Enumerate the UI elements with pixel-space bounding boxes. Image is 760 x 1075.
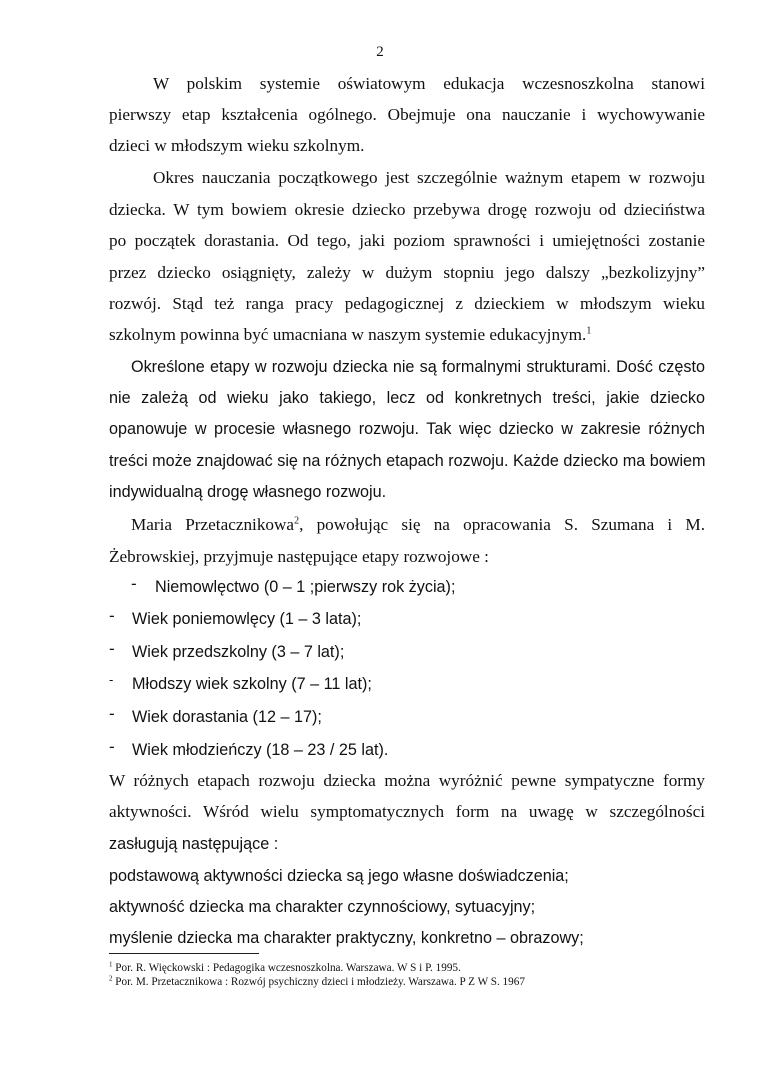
paragraph-line: zasługują następujące :: [109, 835, 279, 853]
list-item: Niemowlęctwo (0 – 1 ;pierwszy rok życia);: [155, 578, 456, 596]
paragraph-text: , powołując się na opracowania S. Szumana i M.: [299, 515, 705, 534]
footnote-text: Por. M. Przetacznikowa : Rozwój psychiczny dzieci i młodzieży. Warszawa. P Z W S. 1967: [115, 976, 525, 988]
list-item: aktywność dziecka ma charakter czynnościowy, sytuacyjny;: [109, 898, 536, 916]
dash-bullet: -: [131, 574, 137, 593]
list-item: Wiek młodzieńczy (18 – 23 / 25 lat).: [132, 741, 389, 759]
dash-bullet: -: [109, 704, 115, 723]
paragraph-line: [131, 513, 705, 537]
dash-bullet: -: [109, 639, 115, 658]
paragraph-line: aktywności. Wśród wielu symptomatycznych form na uwagę w szczególności: [109, 802, 705, 821]
footnote-text: Por. R. Więckowski : Pedagogika wczesnoszkolna. Warszawa. W S i P. 1995.: [115, 962, 461, 974]
paragraph-text: szkolnym powinna być umacniana w naszym systemie edukacyjnym.: [109, 325, 587, 344]
paragraph-line: W polskim systemie oświatowym edukacja wczesnoszkolna stanowi: [153, 74, 705, 93]
paragraph-line: po początek dorastania. Od tego, jaki poziom sprawności i umiejętności zostanie: [109, 231, 705, 250]
list-item: Młodszy wiek szkolny (7 – 11 lat);: [132, 675, 372, 693]
paragraph-line: Okres nauczania początkowego jest szczególnie ważnym etapem w rozwoju: [153, 168, 705, 187]
paragraph-line: W różnych etapach rozwoju dziecka można wyróżnić pewne sympatyczne formy: [109, 771, 705, 790]
footnote: [109, 975, 525, 989]
footnote-ref: 2: [294, 515, 300, 527]
footnote-number: 2: [109, 974, 113, 983]
paragraph-line: przez dziecko osiągnięty, zależy w dużym stopniu jego dalszy „bezkolizyjny”: [109, 263, 705, 282]
footnote-number: 1: [109, 960, 113, 969]
paragraph-line: rozwój. Stąd też ranga pracy pedagogicznej z dzieckiem w młodszym wieku: [109, 294, 705, 313]
dash-bullet: -: [109, 737, 115, 756]
paragraph-line: Określone etapy w rozwoju dziecka nie są formalnymi strukturami. Dość często: [131, 358, 705, 376]
paragraph-line: indywidualną drogę własnego rozwoju.: [109, 483, 387, 501]
footnote: [109, 961, 461, 975]
footnote-separator: [109, 953, 259, 954]
paragraph-line: Żebrowskiej, przyjmuje następujące etapy rozwojowe :: [109, 547, 489, 566]
list-item: podstawową aktywności dziecka są jego własne doświadczenia;: [109, 867, 569, 885]
list-item: Wiek dorastania (12 – 17);: [132, 708, 322, 726]
list-item: myślenie dziecka ma charakter praktyczny, konkretno – obrazowy;: [109, 929, 584, 947]
dash-bullet: -: [109, 672, 114, 687]
list-item: Wiek przedszkolny (3 – 7 lat);: [132, 643, 345, 661]
paragraph-line: opanowuje w procesie własnego rozwoju. Tak więc dziecko w zakresie różnych: [109, 420, 705, 438]
paragraph-line: pierwszy etap kształcenia ogólnego. Obejmuje ona nauczanie i wychowywanie: [109, 105, 705, 124]
paragraph-line: dzieci w młodszym wieku szkolnym.: [109, 136, 365, 155]
footnote-ref: 1: [586, 325, 592, 337]
paragraph-text: Maria Przetacznikowa: [131, 515, 295, 534]
list-item: Wiek poniemowlęcy (1 – 3 lata);: [132, 610, 362, 628]
paragraph-line: [109, 323, 705, 347]
dash-bullet: -: [109, 606, 115, 625]
page-number: 2: [376, 44, 384, 60]
paragraph-line: treści może znajdować się na różnych etapach rozwoju. Każde dziecko ma bowiem: [109, 452, 706, 470]
paragraph-line: nie zależą od wieku jako takiego, lecz od konkretnych treści, jakie dziecko: [109, 389, 705, 407]
paragraph-line: dziecka. W tym bowiem okresie dziecko przebywa drogę rozwoju od dzieciństwa: [109, 200, 705, 219]
